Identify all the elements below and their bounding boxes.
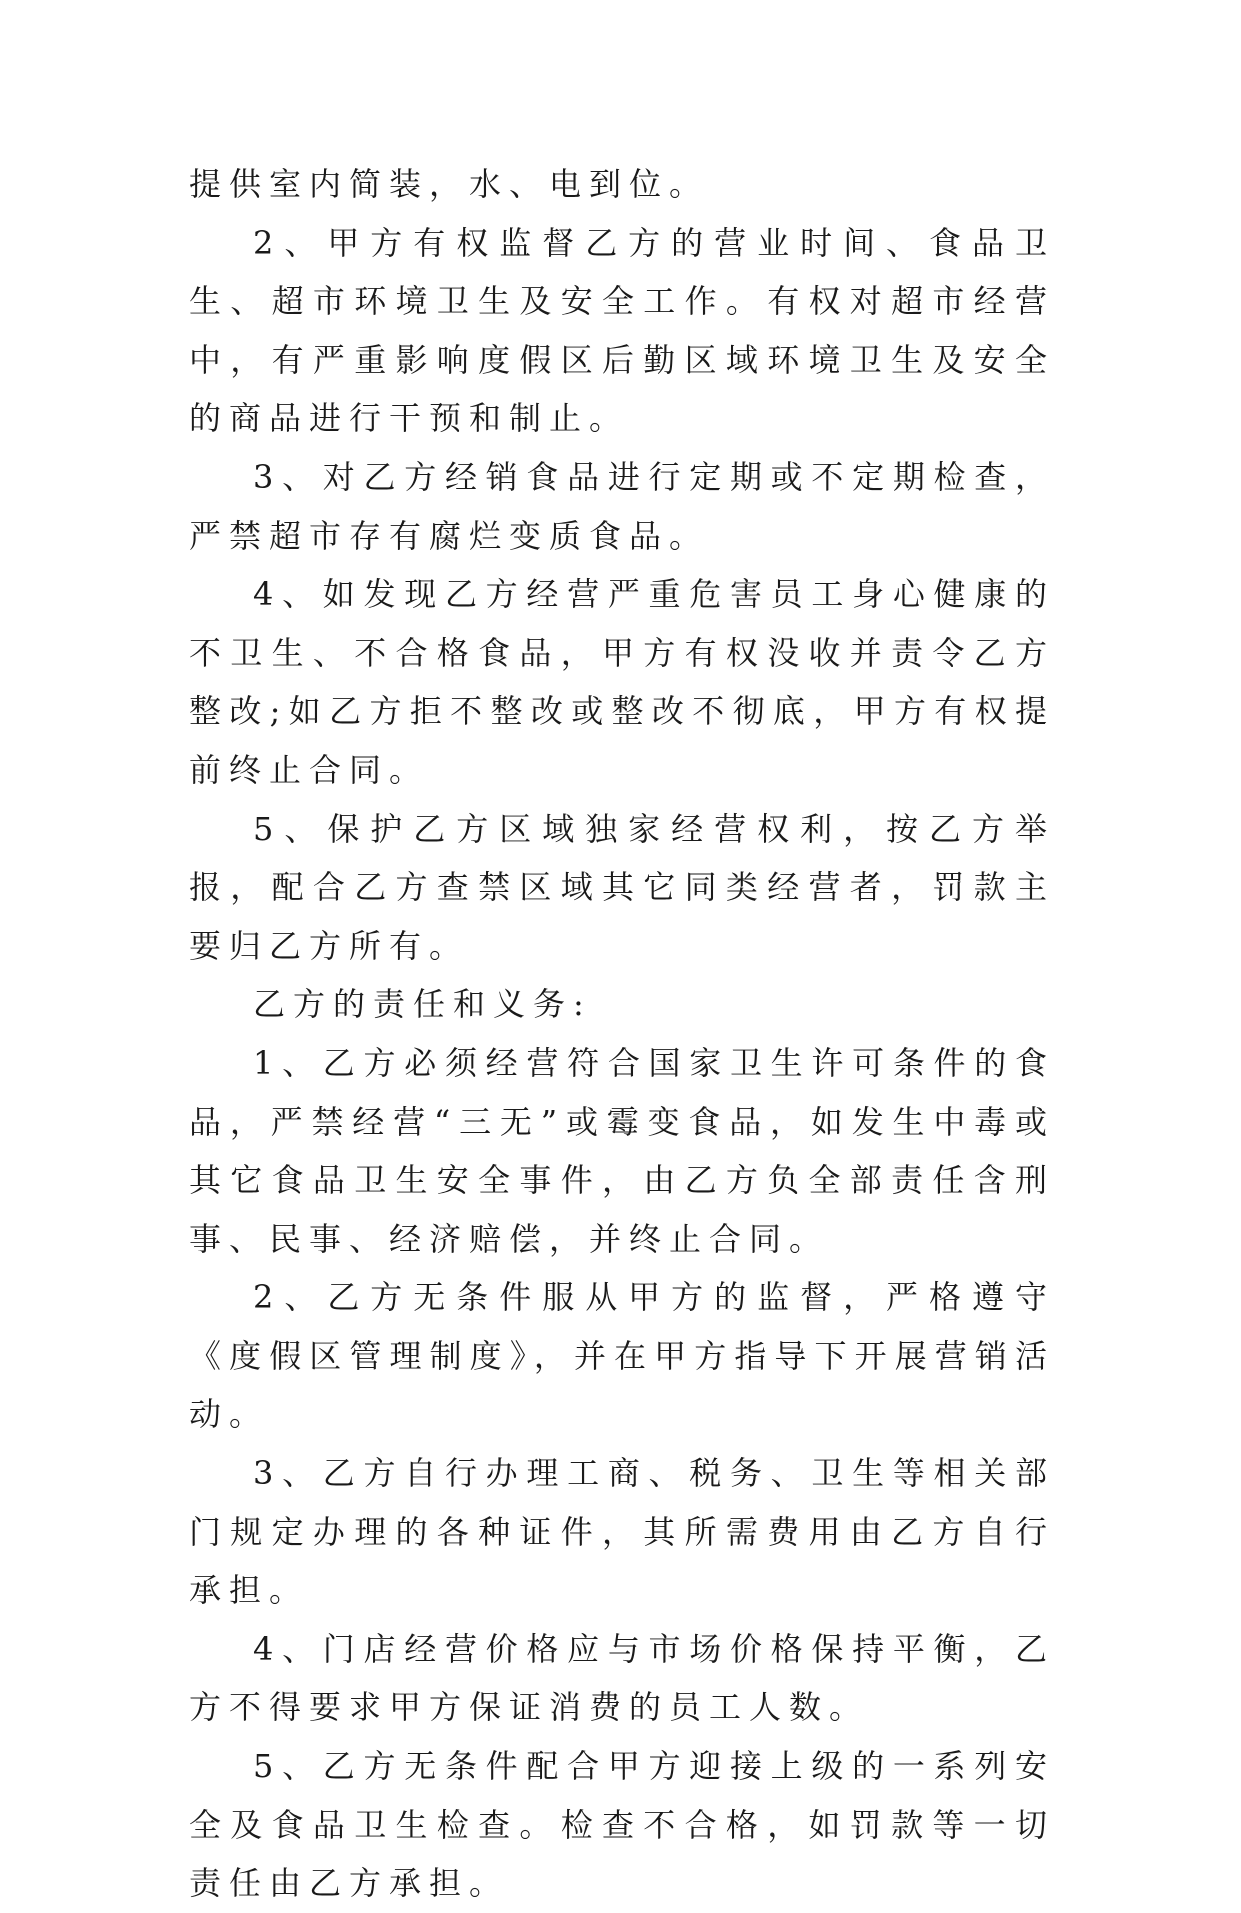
paragraph-5: 5、保护乙方区域独家经营权利，按乙方举报，配合乙方查禁区域其它同类经营者，罚款主要归乙方所有。 [189, 809, 1055, 965]
document-body [189, 155, 1055, 1913]
paragraph-7: 1、乙方必须经营符合国家卫生许可条件的食品，严禁经营“三无”或霉变食品，如发生中毒或其它食品卫生安全事件，由乙方负全部责任含刑事、民事、经济赔偿，并终止合同。 [189, 1043, 1055, 1258]
paragraph-3: 3、对乙方经销食品进行定期或不定期检查，严禁超市存有腐烂变质食品。 [189, 457, 1055, 555]
paragraph-10: 4、门店经营价格应与市场价格保持平衡，乙方不得要求甲方保证消费的员工人数。 [189, 1629, 1055, 1727]
paragraph-8: 2、乙方无条件服从甲方的监督，严格遵守《度假区管理制度》，并在甲方指导下开展营销活动。 [189, 1278, 1055, 1434]
paragraph-2: 2、甲方有权监督乙方的营业时间、食品卫生、超市环境卫生及安全工作。有权对超市经营中，有严重影响度假区后勤区域环境卫生及安全的商品进行干预和制止。 [189, 223, 1055, 438]
paragraph-1: 提供室内简装，水、电到位。 [189, 165, 710, 203]
paragraph-11: 5、乙方无条件配合甲方迎接上级的一系列安全及食品卫生检查。检查不合格，如罚款等一切责任由乙方承担。 [189, 1747, 1055, 1903]
paragraph-4: 4、如发现乙方经营严重危害员工身心健康的不卫生、不合格食品，甲方有权没收并责令乙方整改;如乙方拒不整改或整改不彻底，甲方有权提前终止合同。 [189, 575, 1055, 789]
paragraph-9: 3、乙方自行办理工商、税务、卫生等相关部门规定办理的各种证件，其所需费用由乙方自行承担。 [189, 1454, 1055, 1610]
section-heading-party-b: 乙方的责任和义务: [253, 985, 592, 1024]
